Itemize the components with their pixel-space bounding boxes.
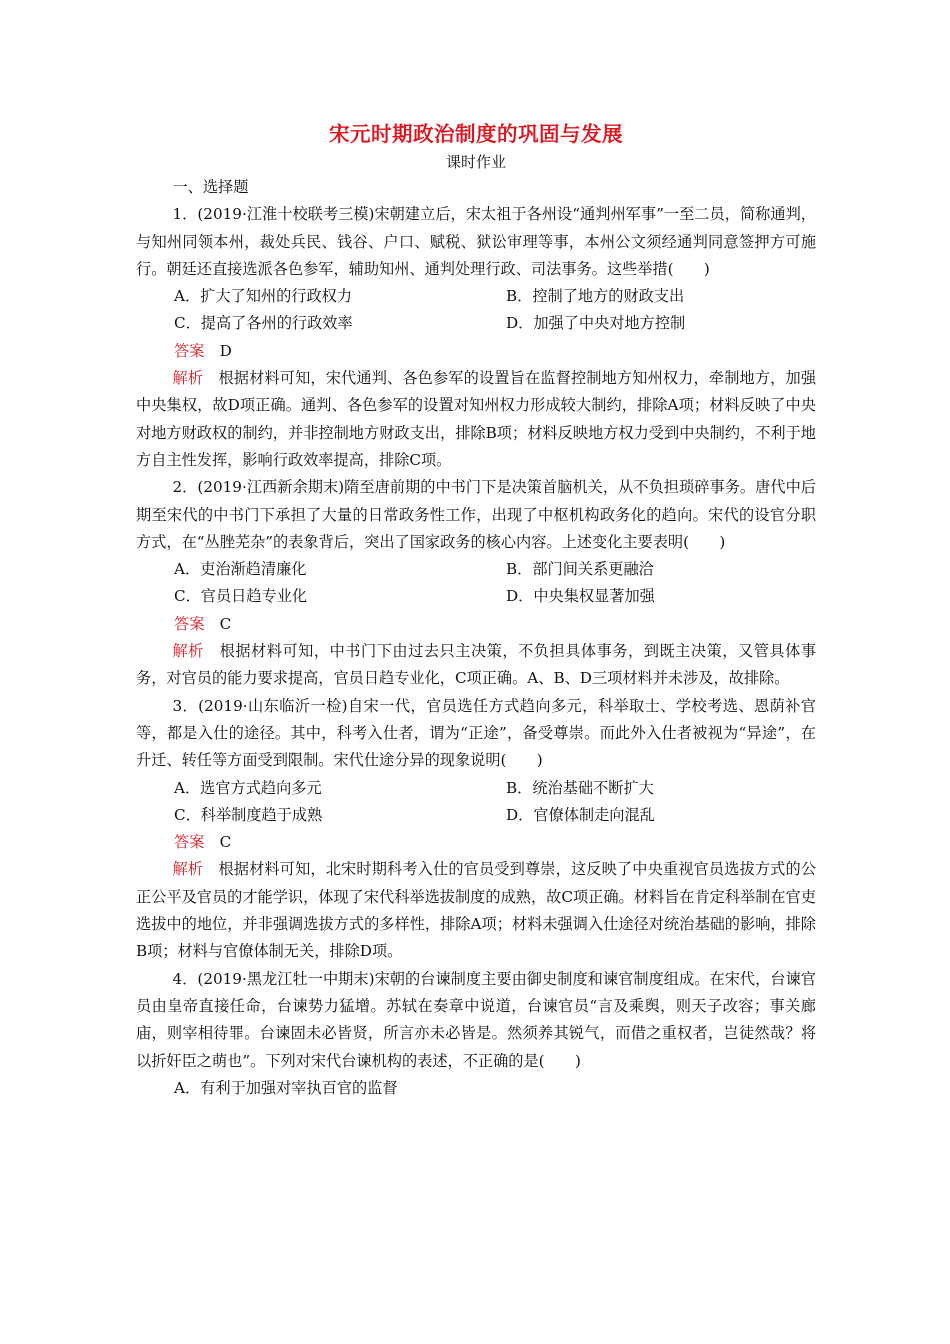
section-heading: 一、选择题	[172, 178, 249, 196]
page-subtitle: 课时作业	[445, 153, 506, 171]
question-3-options-row-1	[136, 775, 816, 802]
question-2-answer	[136, 611, 816, 638]
question-2-option-a: A．吏治渐趋清廉化	[174, 560, 307, 579]
question-1-answer-value: D	[219, 341, 232, 360]
question-3-answer-value: C	[219, 833, 232, 852]
question-1-analysis	[136, 365, 816, 474]
question-2-option-d: D．中央集权显著加强	[506, 587, 655, 606]
question-3-analysis	[136, 856, 816, 965]
question-1-option-a: A．扩大了知州的行政权力	[174, 287, 353, 306]
question-3-stem: 3．(2019·山东临沂一检)自宋一代，官员选任方式趋向多元，科举取士、学校考选、恩荫补官等，都是入仕的途径。其中，科考入仕者，谓为“正途”，备受尊崇。而此外入仕者被视为“异途”，在升迁、转任等方面受到限制。宋代仕途分异的现象说明( )	[136, 696, 816, 770]
question-2-options-row-2	[136, 583, 816, 610]
question-2-analysis-text: 根据材料可知，中书门下由过去只主决策，不负担具体事务，到既主决策，又管具体事务，对官员的能力要求提高，官员日趋专业化，C项正确。A、B、D三项材料并未涉及，故排除。	[136, 642, 817, 688]
question-3-option-b: B．统治基础不断扩大	[506, 778, 654, 797]
question-1-analysis-text: 根据材料可知，宋代通判、各色参军的设置旨在监督控制地方知州权力，牵制地方，加强中央集权，故D项正确。通判、各色参军的设置对知州权力形成较大制约，排除A项；材料反映了中央对地方财政权的制约，并非控制地方财政支出，排除B项；材料反映地方权力受到中央制约，不利于地方自主性发挥，影响行政效率提高，排除C项。	[136, 369, 817, 469]
question-2-option-c: C．官员日趋专业化	[174, 587, 308, 606]
question-3-option-a: A．选官方式趋向多元	[174, 778, 322, 797]
answer-label: 答案	[174, 833, 205, 852]
question-1-option-d: D．加强了中央对地方控制	[506, 314, 686, 333]
analysis-label: 解析	[172, 860, 204, 879]
question-2-stem: 2．(2019·江西新余期末)隋至唐前期的中书门下是决策首脑机关，从不负担琐碎事务。唐代中后期至宋代的中书门下承担了大量的日常政务性工作，出现了中枢机构政务化的趋向。宋代的设官分职方式，在“丛脞芜杂”的表象背后，突出了国家政务的核心内容。上述变化主要表明( )	[136, 478, 816, 551]
question-4-stem: 4．(2019·黑龙江牡一中期末)宋朝的台谏制度主要由御史制度和谏官制度组成。在宋代，台谏官员由皇帝直接任命，台谏势力猛增。苏轼在奏章中说道，台谏官员“言及乘舆，则天子改容；事关廊庙，则宰相待罪。台谏固未必皆贤，所言亦未必皆是。然须养其锐气，而借之重权者，岂徒然哉？将以折奸臣之萌也”。下列对宋代台谏机构的表述，不正确的是( )	[136, 969, 816, 1070]
question-1-answer	[136, 338, 816, 365]
question-3-answer	[136, 829, 816, 856]
analysis-label: 解析	[172, 369, 204, 388]
page-title: 宋元时期政治制度的巩固与发展	[329, 122, 623, 146]
question-3-options-row-2	[136, 802, 816, 829]
question-1-options-row-1	[136, 283, 816, 310]
question-4-option-a: A．有利于加强对宰执百官的监督	[174, 1078, 398, 1097]
question-2-options-row-1	[136, 556, 816, 583]
question-1-option-b: B．控制了地方的财政支出	[506, 287, 685, 306]
question-3-analysis-text: 根据材料可知，北宋时期科考入仕的官员受到尊崇，这反映了中央重视官员选拔方式的公正公平及官员的才能学识，体现了宋代科举选拔制度的成熟，故C项正确。材料旨在肯定科举制在官吏选拔中的地位，并非强调选拔方式的多样性，排除A项；材料未强调入仕途径对统治基础的影响，排除B项；材料与官僚体制无关，排除D项。	[136, 860, 817, 961]
question-1-stem: 1．(2019·江淮十校联考三模)宋朝建立后，宋太祖于各州设“通判州军事”一至二员，简称通判，与知州同领本州，裁处兵民、钱谷、户口、赋税、狱讼审理等事，本州公文须经通判同意签押方可施行。朝廷还直接选派各色参军，辅助知州、通判处理行政、司法事务。这些举措( )	[136, 205, 816, 278]
question-2-answer-value: C	[219, 614, 232, 633]
question-1-option-c: C．提高了各州的行政效率	[174, 314, 353, 333]
page	[136, 118, 816, 1102]
answer-label: 答案	[174, 614, 205, 633]
answer-label: 答案	[174, 341, 205, 360]
question-3-option-d: D．官僚体制走向混乱	[506, 805, 655, 824]
question-2-option-b: B．部门间关系更融洽	[506, 560, 654, 579]
question-2-analysis	[136, 638, 816, 693]
question-3-option-c: C．科举制度趋于成熟	[174, 805, 323, 824]
question-1-options-row-2	[136, 310, 816, 337]
analysis-label: 解析	[172, 642, 204, 661]
